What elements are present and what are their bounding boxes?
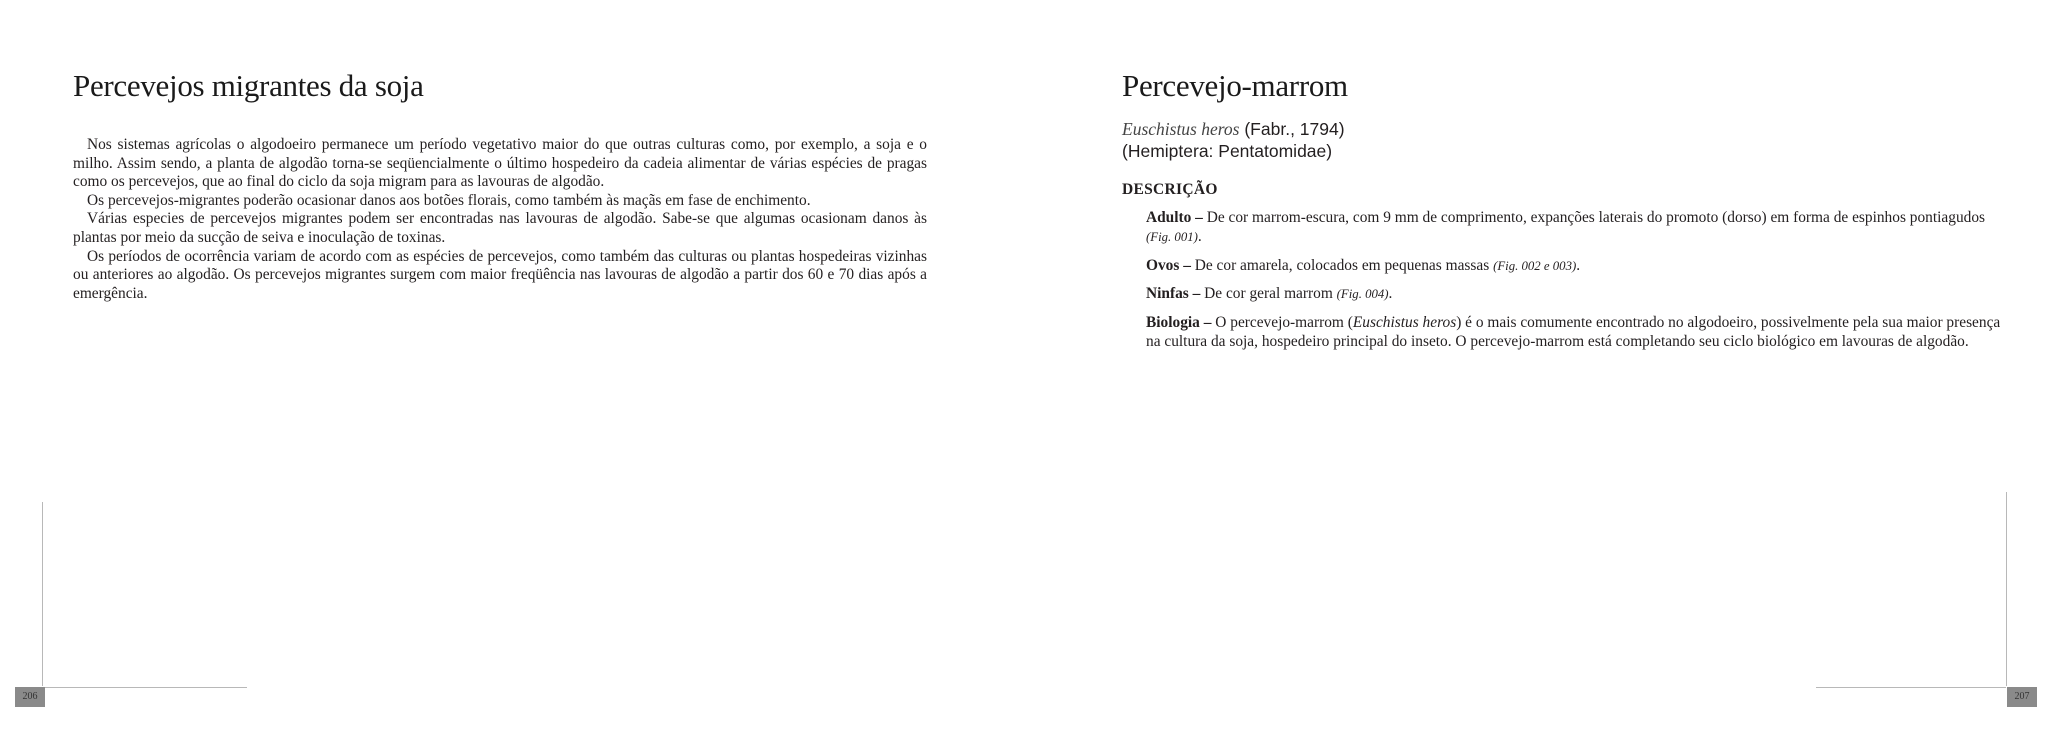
- paragraph: Os percevejos-migrantes poderão ocasionar danos aos botões florais, como também às maçãs em fase de enchimento.: [87, 191, 811, 209]
- species-info: [1122, 118, 1345, 162]
- page-number: 206: [15, 687, 45, 707]
- left-page-title: Percevejos migrantes da soja: [73, 68, 424, 103]
- section-heading: DESCRIÇÃO: [1122, 181, 1218, 198]
- species-name-line: [1122, 118, 1345, 140]
- item-end: .: [1197, 227, 1202, 245]
- item-text: O percevejo-marrom (: [1215, 314, 1353, 332]
- paragraph: Os períodos de ocorrência variam de acordo com as espécies de percevejos, como também das culturas ou plantas hospedeiras vizinhas ou anteriores ao algodão. Os percevejos migrantes surgem com maior freqüência nas lavouras de algodão a partir dos 60 e 70 dias após a emergência.: [73, 247, 927, 302]
- scientific-name: Euschistus heros: [1122, 119, 1240, 139]
- item-text: ) é o mais comumente encontrado no algodoeiro, possivelmente pela sua maior presença na cultura da soja, hospedeiro principal do inseto. O percevejo-marrom está completando seu ciclo biológico em lavouras de algodão.: [1146, 314, 2001, 350]
- item-text: De cor marrom-escura, com 9 mm de comprimento, expanções laterais do promoto (dorso) em forma de espinhos pontiagudos: [1206, 209, 1986, 226]
- item-text: De cor amarela, colocados em pequenas massas: [1194, 256, 1490, 274]
- figure-reference: (Fig. 002 e 003): [1493, 258, 1577, 273]
- left-body-text: [73, 136, 927, 303]
- crop-mark-vertical: [42, 502, 43, 686]
- right-page: [1024, 0, 2048, 732]
- order-family: (Hemiptera: Pentatomidae): [1122, 141, 1333, 161]
- figure-reference: (Fig. 001): [1146, 229, 1198, 244]
- species-author: (Fabr., 1794): [1244, 119, 1345, 139]
- description-ninfas: [1146, 285, 2001, 304]
- figure-reference: (Fig. 004): [1336, 287, 1389, 302]
- crop-mark-horizontal: [42, 687, 247, 688]
- crop-mark-vertical: [2006, 492, 2007, 686]
- item-label: Biologia –: [1146, 314, 1212, 332]
- description-biologia: [1146, 314, 2001, 352]
- description-ovos: [1146, 257, 2001, 276]
- paragraph: Nos sistemas agrícolas o algodoeiro permanece um período vegetativo maior do que outras culturas como, por exemplo, a soja e o milho. Assim sendo, a planta de algodão torna-se seqüencialmente o último hospedeiro da cadeia alimentar de várias espécies de pragas como os percevejos, que ao final do ciclo da soja migram para as lavouras de algodão.: [73, 136, 927, 191]
- paragraph: Várias especies de percevejos migrantes podem ser encontradas nas lavouras de algodão. Sabe-se que algumas ocasionam danos às plantas por meio da sucção de seiva e inoculação de toxinas.: [73, 210, 927, 246]
- description-adulto: [1146, 209, 2001, 247]
- item-text: De cor geral marrom: [1204, 285, 1333, 303]
- item-label: Ninfas –: [1146, 285, 1201, 303]
- item-label: Ovos –: [1146, 256, 1191, 274]
- scientific-name-inline: Euschistus heros: [1352, 314, 1457, 332]
- description-list: [1146, 209, 2001, 362]
- item-end: .: [1576, 256, 1581, 274]
- crop-mark-horizontal: [1816, 687, 2006, 688]
- page-number: 207: [2007, 687, 2037, 707]
- item-label: Adulto –: [1146, 209, 1203, 226]
- right-page-title: Percevejo-marrom: [1122, 68, 1348, 103]
- item-end: .: [1388, 285, 1393, 303]
